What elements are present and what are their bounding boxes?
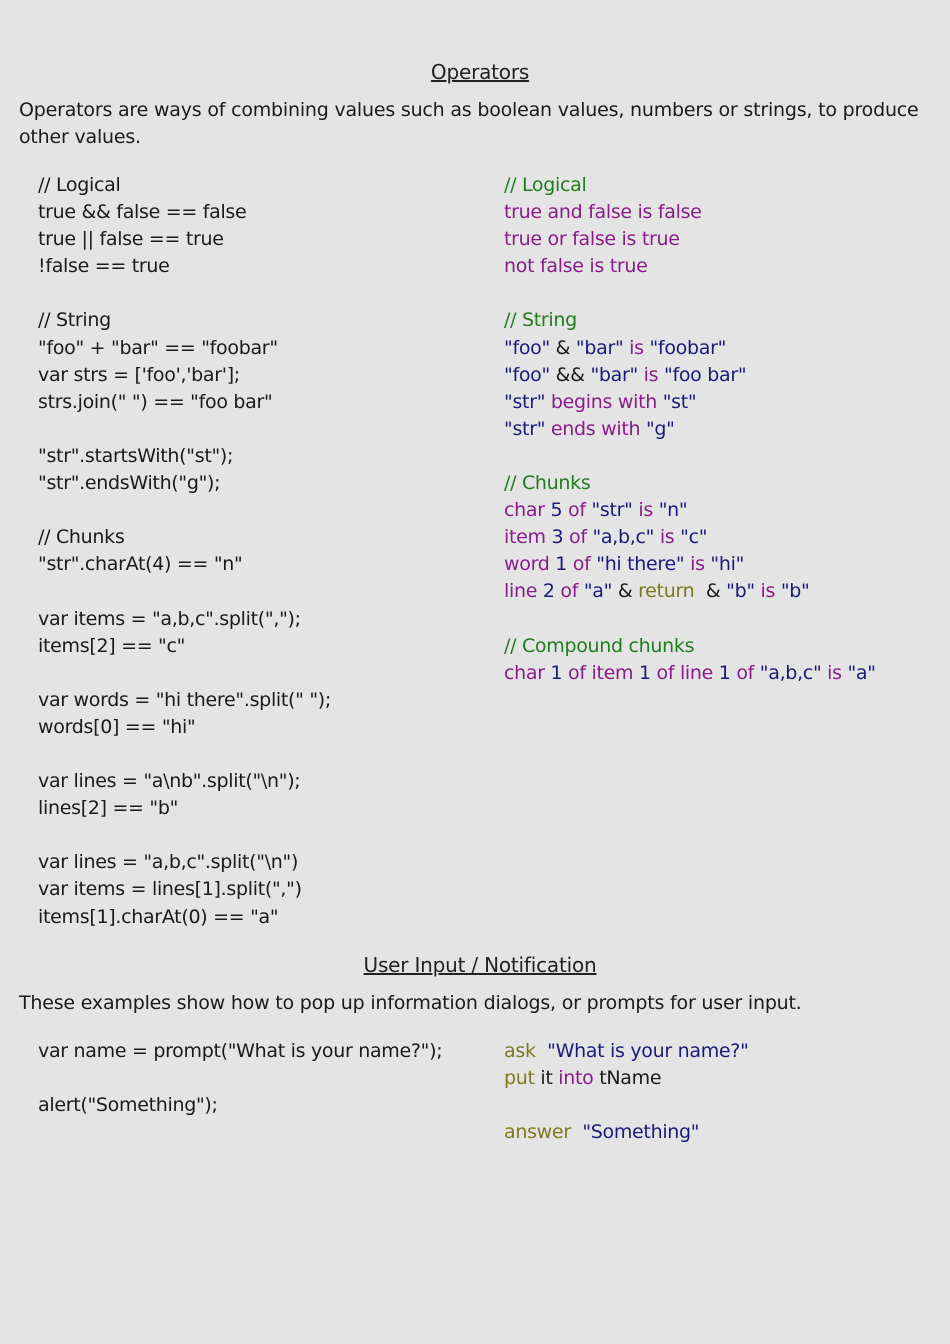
code-token: "What is your name?" <box>547 1040 749 1062</box>
code-line: "str".endsWith("g"); <box>38 472 221 495</box>
code-token: "str" <box>591 499 633 522</box>
code-line: var items = lines[1].split(",") <box>38 878 302 901</box>
code-token: "a" <box>583 580 613 603</box>
code-line: "foo" + "bar" == "foobar" <box>38 336 278 359</box>
operators-javascript-code <box>38 172 331 931</box>
code-token: put <box>504 1067 535 1090</box>
user-input-heading: User Input / Notification <box>363 953 597 977</box>
code-line <box>504 307 876 334</box>
operators-intro: Operators are ways of combining values such as boolean values, numbers or strings, to produce other values. <box>19 99 919 148</box>
code-token: "b" <box>726 580 755 603</box>
code-line <box>38 660 331 687</box>
code-line <box>504 362 876 389</box>
code-token: "c" <box>680 526 708 549</box>
code-line: var items = "a,b,c".split(","); <box>38 607 301 630</box>
code-line <box>504 280 876 307</box>
code-token: // Chunks <box>504 472 591 495</box>
code-line <box>504 416 876 443</box>
code-token: "bar" <box>590 363 638 386</box>
code-token: "foobar" <box>649 336 727 359</box>
code-token: of <box>730 661 760 684</box>
code-line <box>504 443 876 470</box>
code-token: & <box>612 580 639 603</box>
code-token: "str" <box>504 417 546 440</box>
user-input-intro: These examples show how to pop up information dialogs, or prompts for user input. <box>19 992 802 1014</box>
code-token: 1 <box>555 553 568 576</box>
code-token: 1 <box>718 661 731 684</box>
code-token: ask <box>504 1040 536 1062</box>
code-token: is <box>632 499 659 522</box>
code-token: of <box>554 580 584 603</box>
code-token: begins with <box>545 390 663 413</box>
code-token: 5 <box>550 499 563 522</box>
code-line: true && false == false <box>38 201 247 224</box>
code-line <box>504 1119 749 1146</box>
user-input-javascript-code <box>38 1038 442 1119</box>
code-token: of line <box>650 661 719 684</box>
code-token: "hi there" <box>596 553 685 576</box>
code-line: var lines = "a,b,c".split("\n") <box>38 851 299 874</box>
code-token: 1 <box>638 661 651 684</box>
code-token: "foo" <box>504 336 550 359</box>
code-line: items[2] == "c" <box>38 634 186 657</box>
code-token: & <box>694 580 727 603</box>
code-line <box>504 1038 749 1065</box>
code-line <box>504 606 876 633</box>
code-line <box>504 633 876 660</box>
code-line <box>504 253 876 280</box>
code-token: of <box>563 526 593 549</box>
code-token: is <box>754 580 781 603</box>
code-line <box>504 578 876 605</box>
code-token: is <box>684 553 711 576</box>
code-line: "str".charAt(4) == "n" <box>38 553 243 576</box>
code-token: // Compound chunks <box>504 634 695 657</box>
code-token: return <box>638 580 695 603</box>
operators-heading: Operators <box>430 60 530 84</box>
code-token: into <box>558 1067 594 1090</box>
code-line: var words = "hi there".split(" "); <box>38 688 331 711</box>
code-token: "foo" <box>504 363 550 386</box>
code-line <box>38 822 331 849</box>
code-line <box>504 551 876 578</box>
code-token: // String <box>504 309 577 332</box>
code-token: "Something" <box>582 1121 700 1144</box>
code-token: "str" <box>504 390 546 413</box>
code-line: true || false == true <box>38 228 224 251</box>
code-line <box>504 226 876 253</box>
code-token: 2 <box>542 580 555 603</box>
code-token: ends with <box>545 417 646 440</box>
code-line: items[1].charAt(0) == "a" <box>38 905 279 928</box>
code-line <box>38 280 331 307</box>
code-token: item <box>504 526 552 549</box>
code-line: var lines = "a\nb".split("\n"); <box>38 770 301 793</box>
code-line <box>504 1092 749 1119</box>
code-line <box>504 172 876 199</box>
code-line: "str".startsWith("st"); <box>38 444 234 467</box>
code-line <box>504 470 876 497</box>
code-token: is <box>637 363 664 386</box>
code-line <box>504 497 876 524</box>
code-token: char <box>504 499 551 522</box>
code-line: // String <box>38 309 111 332</box>
code-line: var name = prompt("What is your name?"); <box>38 1040 443 1062</box>
code-token: word <box>504 553 556 576</box>
code-line: alert("Something"); <box>38 1094 218 1117</box>
code-token: "foo bar" <box>664 363 747 386</box>
code-token: "a,b,c" <box>592 526 655 549</box>
code-token: tName <box>593 1067 662 1090</box>
code-token: of item <box>562 661 639 684</box>
code-token: "a" <box>847 661 876 684</box>
code-token: is <box>821 661 848 684</box>
code-token: "g" <box>645 417 675 440</box>
code-line <box>38 497 331 524</box>
operators-livecode-code <box>504 172 876 687</box>
code-line: lines[2] == "b" <box>38 797 179 820</box>
code-token: "b" <box>780 580 810 603</box>
code-token: "st" <box>662 390 697 413</box>
code-token: "n" <box>658 499 688 522</box>
code-token: of <box>562 499 592 522</box>
code-line <box>38 416 331 443</box>
code-line <box>38 578 331 605</box>
code-token: it <box>534 1067 559 1090</box>
code-line <box>504 199 876 226</box>
code-token: is <box>654 526 681 549</box>
user-input-livecode-code <box>504 1038 749 1146</box>
code-token: 1 <box>550 661 563 684</box>
code-line <box>504 660 876 687</box>
code-line: words[0] == "hi" <box>38 715 196 738</box>
code-line <box>504 389 876 416</box>
code-token <box>571 1121 582 1143</box>
code-line: // Chunks <box>38 526 125 549</box>
code-token: 3 <box>551 526 564 549</box>
code-token: char <box>504 661 551 684</box>
code-token: answer <box>504 1121 571 1144</box>
code-line <box>504 1065 749 1092</box>
code-line: // Logical <box>38 174 121 196</box>
code-token: line <box>504 580 543 603</box>
code-token: // Logical <box>504 174 587 196</box>
code-token: & <box>549 336 576 359</box>
code-token <box>536 1040 547 1062</box>
code-line: !false == true <box>38 255 170 278</box>
code-token: "hi" <box>710 553 745 576</box>
code-line: strs.join(" ") == "foo bar" <box>38 390 273 413</box>
code-token: true and false is false <box>504 201 702 224</box>
code-token: "bar" <box>575 336 624 359</box>
code-token: is <box>623 336 650 359</box>
code-line <box>504 335 876 362</box>
code-token: true or false is true <box>504 228 680 251</box>
code-token: of <box>567 553 597 576</box>
code-token: not false is true <box>504 255 648 278</box>
code-line: var strs = ['foo','bar']; <box>38 363 240 386</box>
code-line <box>504 524 876 551</box>
code-token: && <box>549 363 591 386</box>
code-token: "a,b,c" <box>759 661 822 684</box>
code-line <box>38 741 331 768</box>
code-line <box>38 1065 442 1092</box>
